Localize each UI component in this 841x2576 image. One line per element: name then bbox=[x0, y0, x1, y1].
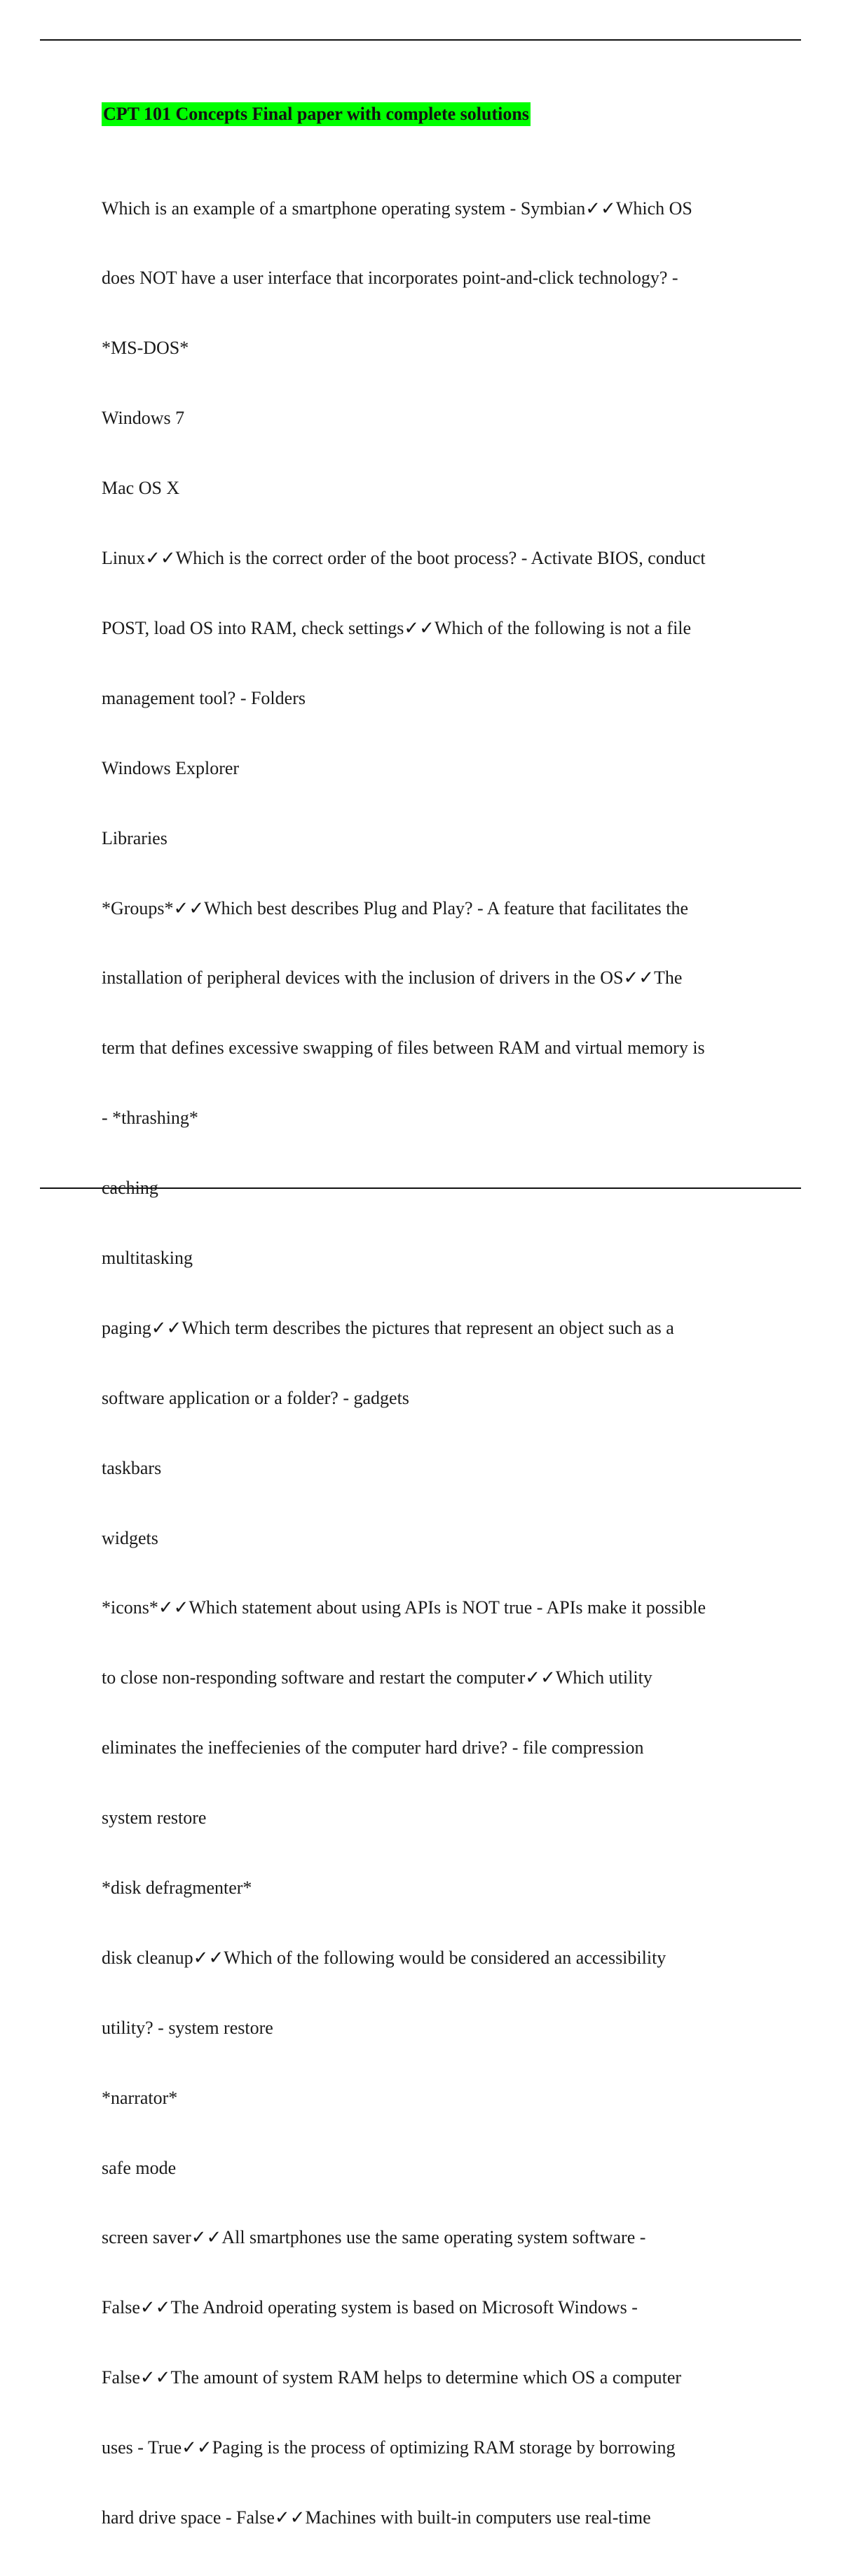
body-line: *icons*✓✓Which statement about using APIs is NOT true - APIs make it possible bbox=[102, 1597, 706, 1618]
body-line: multitasking bbox=[102, 1247, 193, 1268]
body-line: safe mode bbox=[102, 2157, 177, 2178]
top-rule bbox=[40, 39, 801, 41]
body-line: management tool? - Folders bbox=[102, 687, 306, 708]
body-line: False✓✓The amount of system RAM helps to determine which OS a computer bbox=[102, 2367, 682, 2388]
body-line: does NOT have a user interface that incorporates point-and-click technology? - bbox=[102, 268, 678, 289]
body-line: Which is an example of a smartphone operating system - Symbian✓✓Which OS bbox=[102, 198, 692, 219]
body-line: Libraries bbox=[102, 827, 167, 848]
body-line: hard drive space - False✓✓Machines with built-in computers use real-time bbox=[102, 2507, 651, 2528]
body-line: disk cleanup✓✓Which of the following would be considered an accessibility bbox=[102, 1947, 666, 1968]
body-line: *MS-DOS* bbox=[102, 338, 189, 359]
body-line: *narrator* bbox=[102, 2087, 178, 2108]
document-body bbox=[102, 150, 760, 2576]
body-line: software application or a folder? - gadgets bbox=[102, 1387, 409, 1408]
body-line: installation of peripheral devices with the inclusion of drivers in the OS✓✓The bbox=[102, 967, 683, 989]
body-line: eliminates the ineffecienies of the computer hard drive? - file compression bbox=[102, 1737, 644, 1758]
body-line: - *thrashing* bbox=[102, 1108, 198, 1129]
bottom-rule bbox=[40, 1187, 801, 1189]
document-title: CPT 101 Concepts Final paper with complete solutions bbox=[102, 102, 531, 126]
body-line: system restore bbox=[102, 1807, 207, 1828]
body-line: widgets bbox=[102, 1527, 158, 1548]
body-line: screen saver✓✓All smartphones use the same operating system software - bbox=[102, 2227, 646, 2248]
body-line: Windows 7 bbox=[102, 408, 185, 429]
body-line: utility? - system restore bbox=[102, 2017, 273, 2038]
body-line: uses - True✓✓Paging is the process of optimizing RAM storage by borrowing bbox=[102, 2437, 676, 2458]
document-page bbox=[102, 102, 760, 2576]
body-line: Mac OS X bbox=[102, 478, 180, 499]
body-line: False✓✓The Android operating system is based on Microsoft Windows - bbox=[102, 2297, 638, 2318]
body-line: Linux✓✓Which is the correct order of the boot process? - Activate BIOS, conduct bbox=[102, 548, 706, 569]
body-line: taskbars bbox=[102, 1457, 162, 1478]
body-line: Windows Explorer bbox=[102, 757, 240, 778]
body-line: term that defines excessive swapping of files between RAM and virtual memory is bbox=[102, 1038, 705, 1059]
body-line: POST, load OS into RAM, check settings✓✓Which of the following is not a file bbox=[102, 617, 692, 638]
body-line: to close non-responding software and restart the computer✓✓Which utility bbox=[102, 1667, 652, 1688]
body-line: *Groups*✓✓Which best describes Plug and Play? - A feature that facilitates the bbox=[102, 897, 689, 918]
body-line: paging✓✓Which term describes the pictures that represent an object such as a bbox=[102, 1317, 674, 1338]
body-line: caching bbox=[102, 1178, 158, 1199]
body-line: *disk defragmenter* bbox=[102, 1877, 252, 1898]
